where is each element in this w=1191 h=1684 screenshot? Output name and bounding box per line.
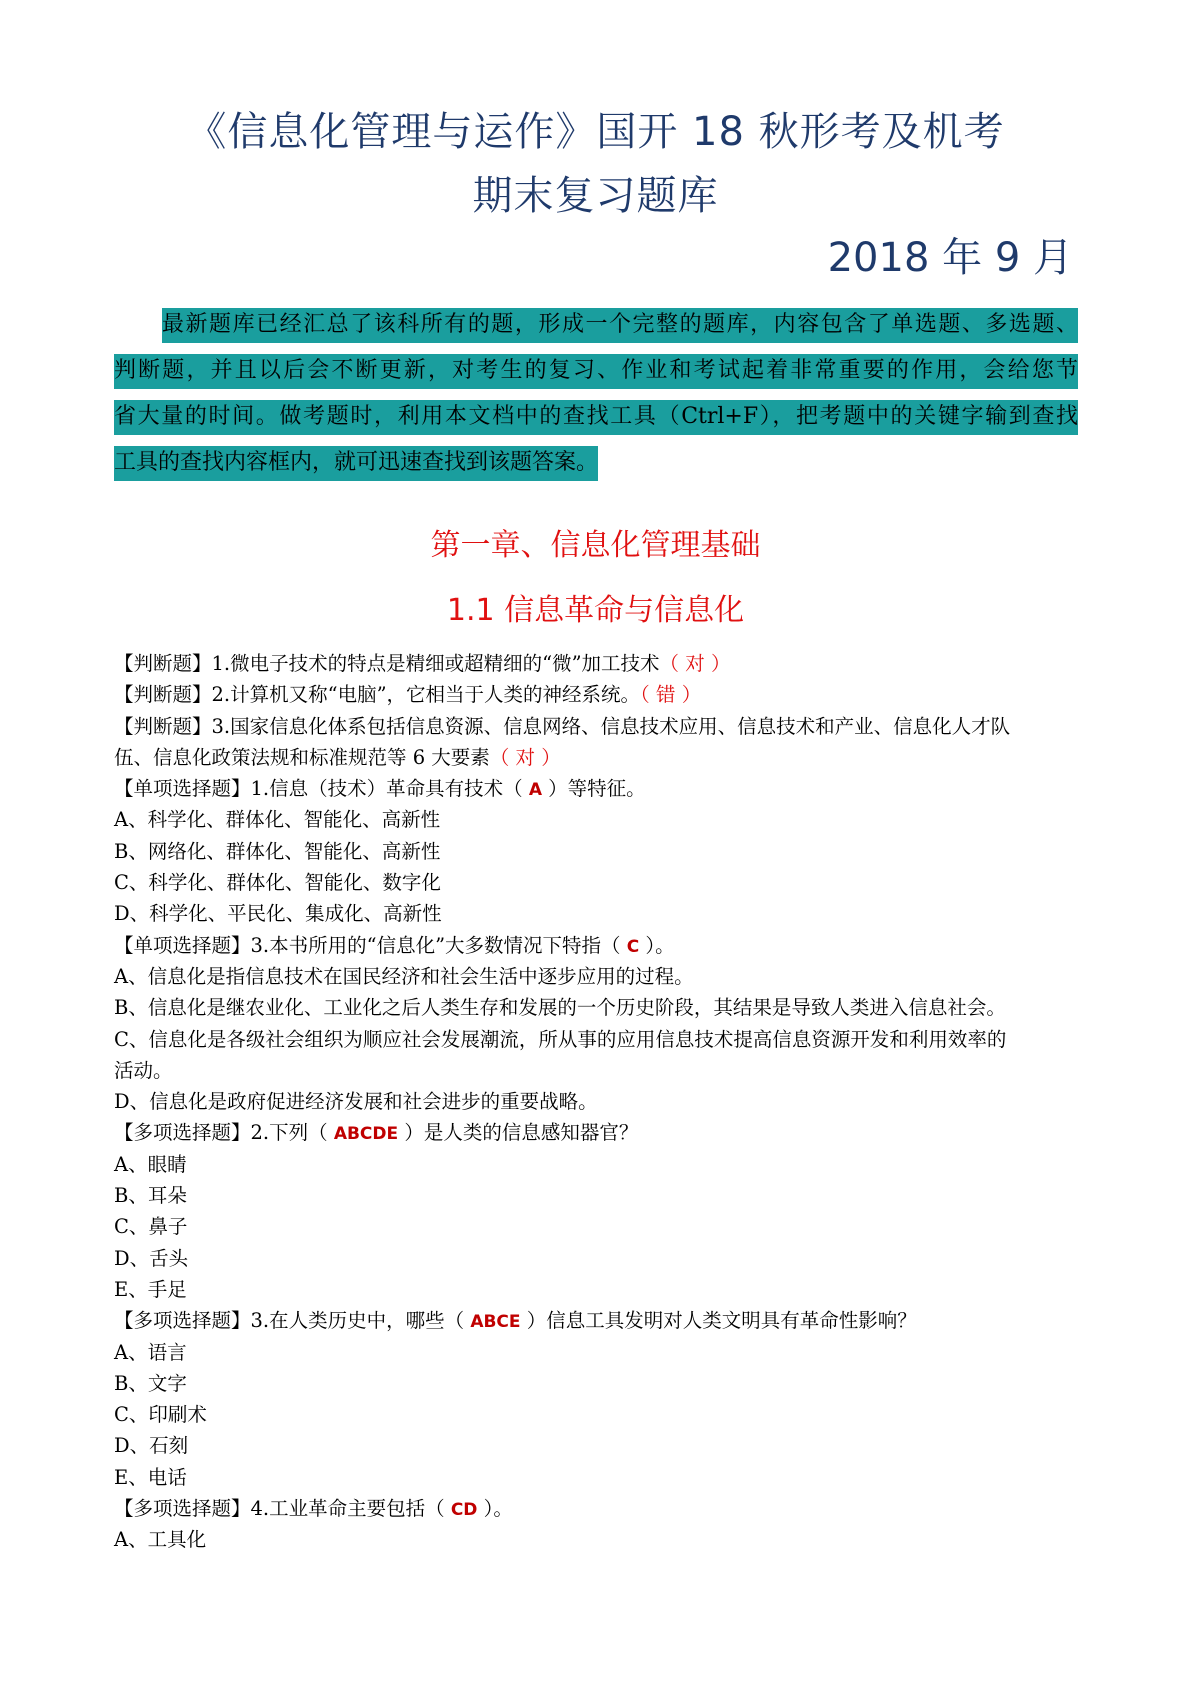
answer: A xyxy=(528,780,542,801)
option-item: A、语言 xyxy=(114,1340,187,1364)
option-item: A、工具化 xyxy=(114,1528,207,1552)
question-item-continued: 伍、信息化政策法规和标准规范等 6 大要素（ 对 ） xyxy=(114,745,561,769)
option-item: B、文字 xyxy=(114,1371,187,1395)
option-item: B、信息化是继农业化、工业化之后人类生存和发展的一个历史阶段，其结果是导致人类进入信息社会。 xyxy=(114,996,1006,1020)
option-item: D、信息化是政府促进经济发展和社会进步的重要战略。 xyxy=(114,1090,598,1114)
question-item: 【判断题】1.微电子技术的特点是精细或超精细的“微”加工技术（ 对 ） xyxy=(114,652,731,675)
option-item: D、科学化、平民化、集成化、高新性 xyxy=(114,902,442,926)
answer: CD xyxy=(450,1500,478,1521)
option-item: E、电话 xyxy=(114,1465,187,1489)
question-item: 【单项选择题】3.本书所用的“信息化”大多数情况下特指（ C ）。 xyxy=(114,933,675,957)
question-item: 【判断题】2.计算机又称“电脑”，它相当于人类的神经系统。（ 错 ） xyxy=(114,683,702,707)
question-item: 【多项选择题】3.在人类历史中，哪些（ ABCE ）信息工具发明对人类文明具有革命性影响？ xyxy=(114,1309,917,1333)
option-item: B、网络化、群体化、智能化、高新性 xyxy=(114,839,441,863)
option-item: D、舌头 xyxy=(114,1246,189,1270)
option-item: C、信息化是各级社会组织为顺应社会发展潮流，所从事的应用信息技术提高信息资源开发和利用效率的 xyxy=(114,1027,1007,1051)
question-item: 【多项选择题】2.下列（ ABCDE ）是人类的信息感知器官？ xyxy=(114,1121,639,1145)
question-list xyxy=(114,648,1078,1556)
option-item: C、印刷术 xyxy=(114,1403,207,1427)
chapter-heading: 第一章、信息化管理基础 xyxy=(430,528,761,563)
answer: （ 对 ） xyxy=(489,745,561,769)
intro-line: 省大量的时间。做考题时，利用本文档中的查找工具（Ctrl+F），把考题中的关键字输到查找 xyxy=(114,394,1078,440)
intro-paragraph xyxy=(114,302,1078,486)
intro-line: 判断题，并且以后会不断更新，对考生的复习、作业和考试起着非常重要的作用，会给您节 xyxy=(114,348,1078,394)
document-title-line2: 期末复习题库 xyxy=(472,173,719,219)
option-item: A、眼睛 xyxy=(114,1152,187,1176)
answer: （ 错 ） xyxy=(640,683,702,707)
option-item: B、耳朵 xyxy=(114,1184,187,1208)
option-item: D、石刻 xyxy=(114,1434,189,1458)
question-item: 【判断题】3.国家信息化体系包括信息资源、信息网络、信息技术应用、信息技术和产业、信息化人才队 xyxy=(114,714,1011,738)
option-item: C、科学化、群体化、智能化、数字化 xyxy=(114,871,441,895)
option-item: A、科学化、群体化、智能化、高新性 xyxy=(114,808,441,832)
answer: ABCDE xyxy=(333,1124,399,1145)
option-item: A、信息化是指信息技术在国民经济和社会生活中逐步应用的过程。 xyxy=(114,964,694,988)
question-item: 【多项选择题】4.工业革命主要包括（ CD ）。 xyxy=(114,1497,513,1521)
intro-line: 工具的查找内容框内，就可迅速查找到该题答案。 xyxy=(114,440,1078,486)
option-item: E、手足 xyxy=(114,1277,187,1301)
answer: （ 对 ） xyxy=(659,652,731,675)
option-item: C、鼻子 xyxy=(114,1215,188,1239)
document-date: 2018 年 9 月 xyxy=(827,235,1073,281)
intro-line: 最新题库已经汇总了该科所有的题，形成一个完整的题库，内容包含了单选题、多选题、 xyxy=(114,302,1078,348)
option-item-continued: 活动。 xyxy=(114,1058,173,1082)
document-title-line1: 《信息化管理与运作》国开 18 秋形考及机考 xyxy=(186,109,1005,155)
answer: ABCE xyxy=(470,1312,521,1333)
question-item: 【单项选择题】1.信息（技术）革命具有技术（ A ）等特征。 xyxy=(114,777,646,801)
answer: C xyxy=(626,936,640,957)
section-heading: 1.1 信息革命与信息化 xyxy=(446,593,745,628)
